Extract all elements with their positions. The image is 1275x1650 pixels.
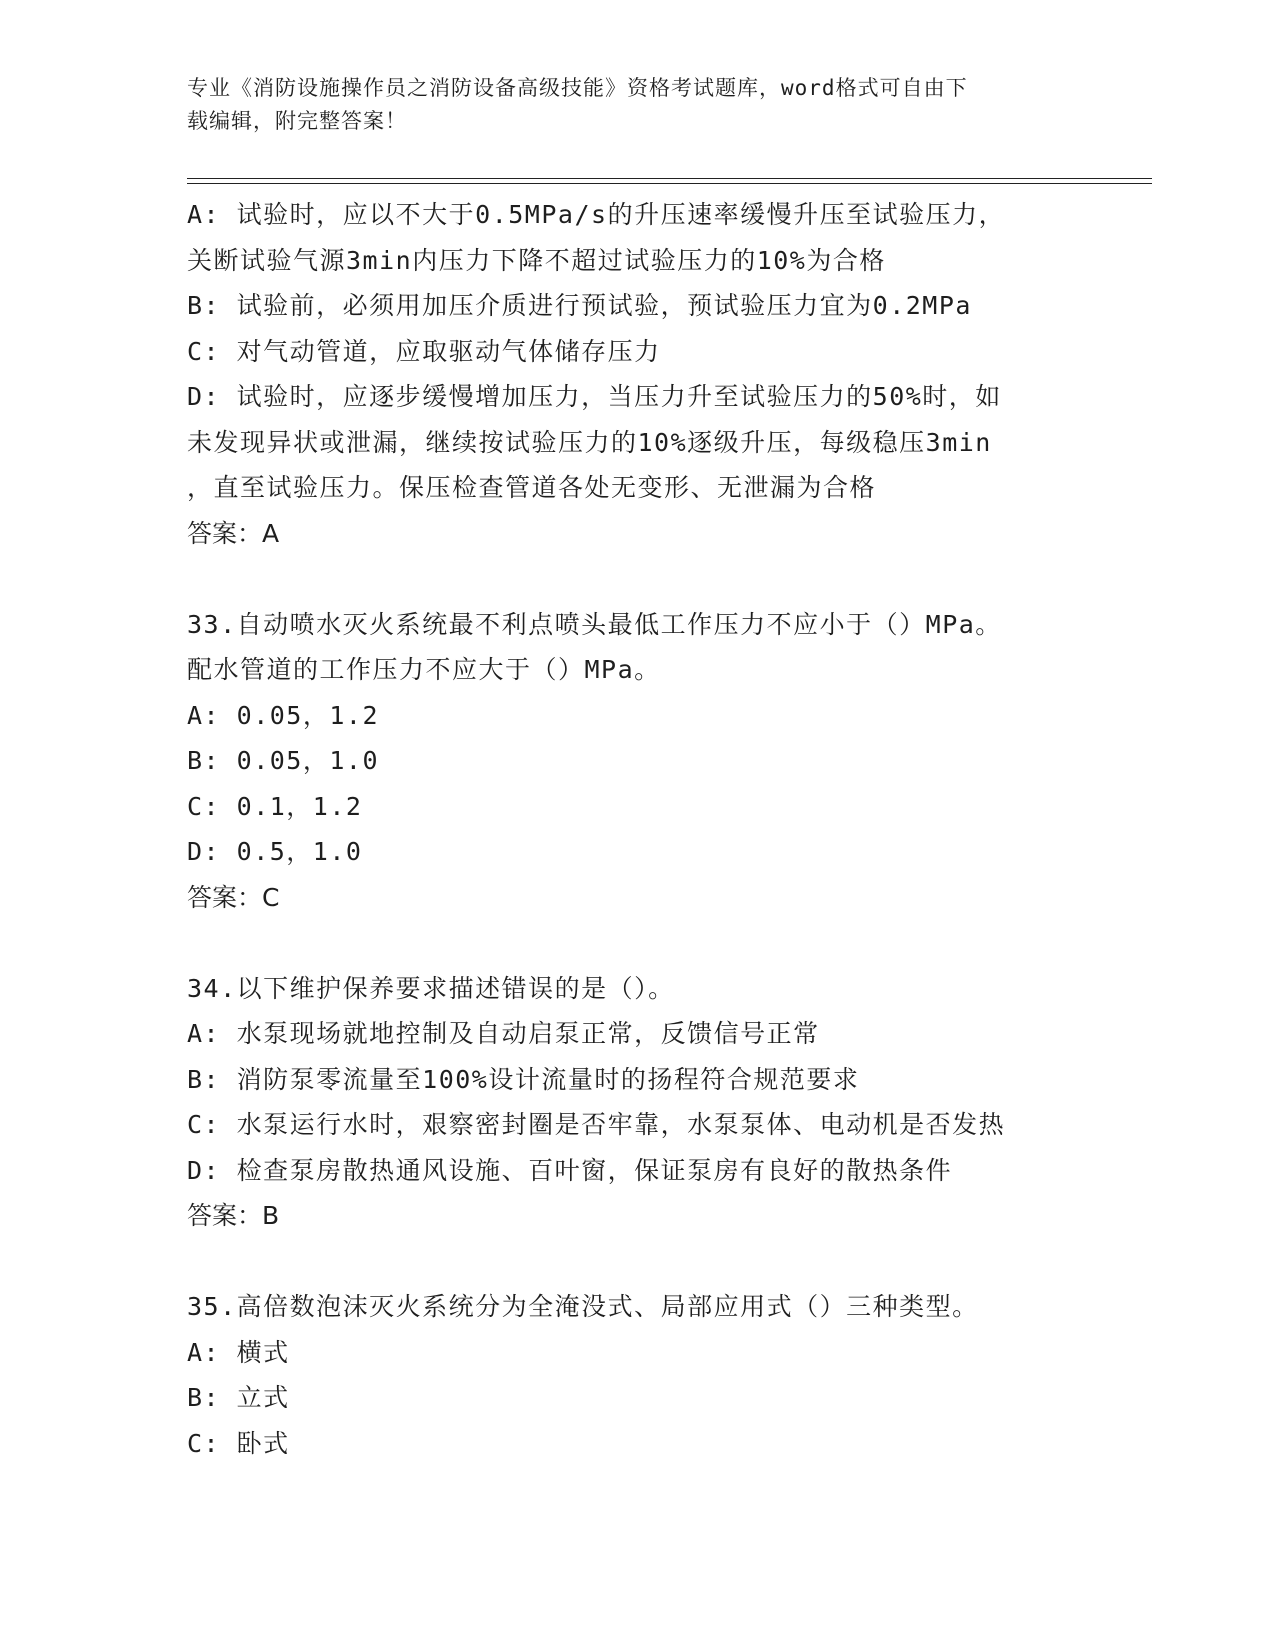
option-line: B: 试验前，必须用加压介质进行预试验，预试验压力宜为0.2MPa	[187, 291, 972, 320]
spacer	[187, 920, 1147, 966]
option-b: B: 立式	[187, 1383, 290, 1412]
option-line: C: 对气动管道，应取驱动气体储存压力	[187, 336, 661, 366]
option-a: A: 0.05，1.2	[187, 700, 380, 730]
document-header	[187, 72, 1087, 138]
answer-label: 答案：C	[187, 882, 280, 912]
header-divider-bottom	[187, 183, 1152, 184]
question-list	[187, 192, 1147, 1466]
option-b: B: 0.05，1.0	[187, 746, 380, 775]
option-line: 关断试验气源3min内压力下降不超过试验压力的10%为合格	[187, 245, 886, 275]
option-line: D: 试验时，应逐步缓慢增加压力，当压力升至试验压力的50%时，如	[187, 382, 1002, 411]
question-stem: 33.自动喷水灭火系统最不利点喷头最低工作压力不应小于（）MPa。	[187, 609, 1002, 639]
question-32-continued	[187, 192, 1147, 556]
question-stem: 配水管道的工作压力不应大于（）MPa。	[187, 655, 661, 684]
question-33	[187, 602, 1147, 921]
spacer	[187, 556, 1147, 602]
option-line: ，直至试验压力。保压检查管道各处无变形、无泄漏为合格	[187, 473, 877, 502]
question-34	[187, 966, 1147, 1239]
spacer	[187, 1239, 1147, 1285]
option-d	[187, 374, 1147, 511]
option-line: 未发现异状或泄漏，继续按试验压力的10%逐级升压，每级稳压3min	[187, 427, 992, 457]
option-c	[187, 329, 1147, 375]
option-d: D: 0.5，1.0	[187, 837, 363, 866]
question-35	[187, 1284, 1147, 1466]
question-stem: 35.高倍数泡沫灭火系统分为全淹没式、局部应用式（）三种类型。	[187, 1292, 979, 1321]
answer-label: 答案：A	[187, 518, 280, 548]
question-stem: 34.以下维护保养要求描述错误的是（）。	[187, 973, 675, 1003]
answer-label: 答案：B	[187, 1201, 280, 1230]
header-line-1: 专业《消防设施操作员之消防设备高级技能》资格考试题库，word格式可自由下	[187, 76, 968, 100]
header-line-2: 载编辑，附完整答案！	[187, 109, 407, 133]
option-a	[187, 192, 1147, 283]
option-a: A: 水泵现场就地控制及自动启泵正常，反馈信号正常	[187, 1019, 820, 1048]
header-divider-top	[187, 178, 1152, 179]
option-a: A: 横式	[187, 1337, 290, 1367]
option-line: A: 试验时，应以不大于0.5MPa/s的升压速率缓慢升压至试验压力，	[187, 200, 1006, 229]
option-b	[187, 283, 1147, 329]
option-c: C: 卧式	[187, 1428, 290, 1458]
option-c: C: 水泵运行水时，艰察密封圈是否牢靠，水泵泵体、电动机是否发热	[187, 1110, 1006, 1139]
option-c: C: 0.1，1.2	[187, 791, 363, 821]
option-b: B: 消防泵零流量至100%设计流量时的扬程符合规范要求	[187, 1064, 860, 1094]
option-d: D: 检查泵房散热通风设施、百叶窗，保证泵房有良好的散热条件	[187, 1155, 953, 1185]
